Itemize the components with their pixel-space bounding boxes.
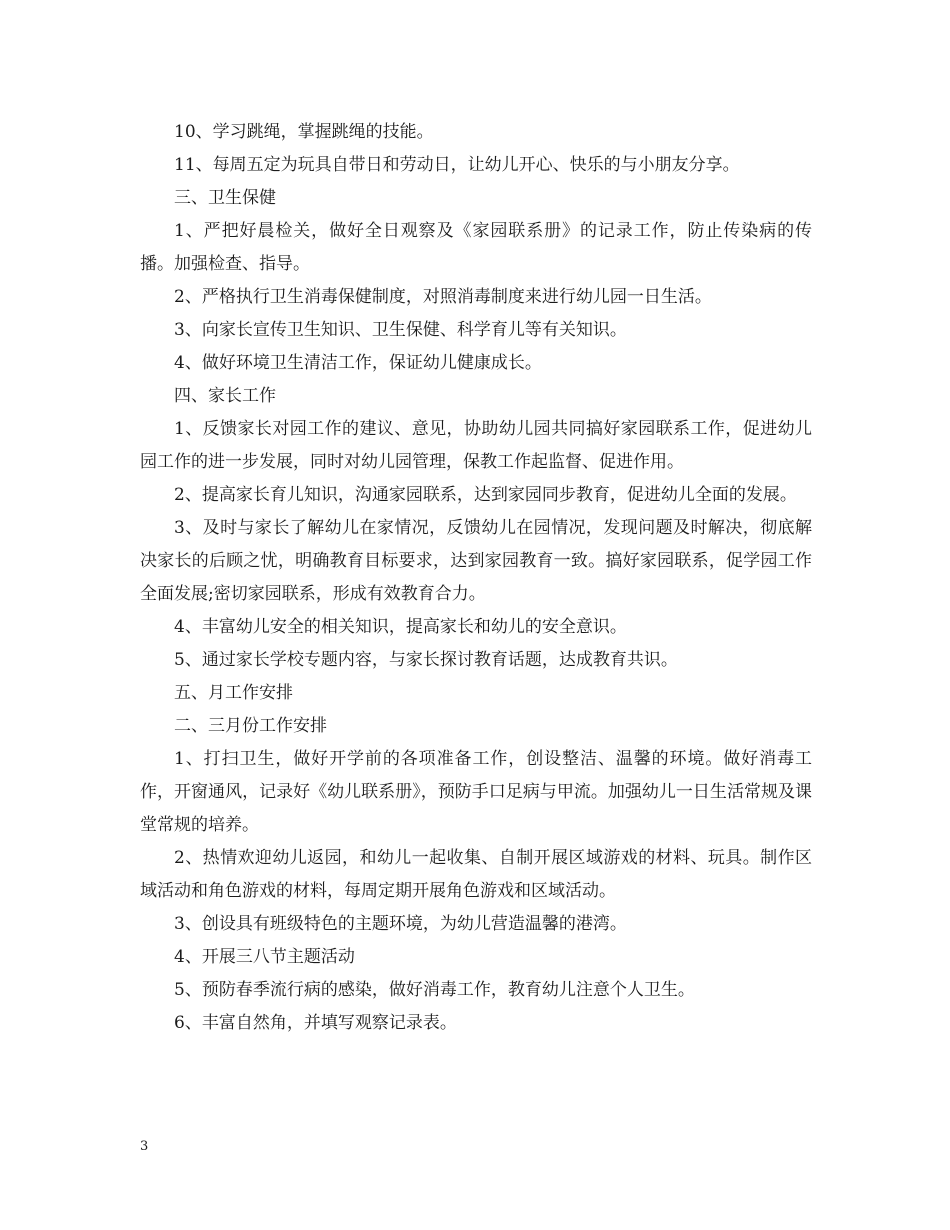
paragraph: 2、热情欢迎幼儿返园，和幼儿一起收集、自制开展区域游戏的材料、玩具。制作区域活动和角色游戏的材料，每周定期开展角色游戏和区域活动。 [140,848,812,901]
paragraph: 6、丰富自然角，并填写观察记录表。 [174,1013,457,1033]
paragraph: 1、严把好晨检关，做好全日观察及《家园联系册》的记录工作，防止传染病的传播。加强检查、指导。 [140,221,812,274]
paragraph: 4、开展三八节主题活动 [174,947,355,967]
paragraph: 4、做好环境卫生清洁工作，保证幼儿健康成长。 [174,353,542,373]
paragraph: 10、学习跳绳，掌握跳绳的技能。 [174,122,434,142]
paragraph: 5、通过家长学校专题内容，与家长探讨教育话题，达成教育共识。 [174,650,678,670]
paragraph: 4、丰富幼儿安全的相关知识，提高家长和幼儿的安全意识。 [174,617,627,637]
section-heading: 二、三月份工作安排 [174,716,327,736]
paragraph: 1、打扫卫生，做好开学前的各项准备工作，创设整洁、温馨的环境。做好消毒工作，开窗通风，记录好《幼儿联系册》，预防手口足病与甲流。加强幼儿一日生活常规及课堂常规的培养。 [140,749,812,835]
paragraph: 3、向家长宣传卫生知识、卫生保健、科学育儿等有关知识。 [174,320,627,340]
section-heading: 四、家长工作 [174,386,276,406]
paragraph: 5、预防春季流行病的感染，做好消毒工作，教育幼儿注意个人卫生。 [174,980,695,1000]
paragraph: 2、提高家长育儿知识，沟通家园联系，达到家园同步教育，促进幼儿全面的发展。 [174,485,797,505]
page-number: 3 [140,1139,149,1154]
paragraph: 11、每周五定为玩具自带日和劳动日，让幼儿开心、快乐的与小朋友分享。 [174,155,740,175]
paragraph: 3、创设具有班级特色的主题环境，为幼儿营造温馨的港湾。 [174,914,627,934]
paragraph: 1、反馈家长对园工作的建议、意见，协助幼儿园共同搞好家园联系工作，促进幼儿园工作的进一步发展，同时对幼儿园管理，保教工作起监督、促进作用。 [140,419,812,472]
section-heading: 三、卫生保健 [174,188,276,208]
section-heading: 五、月工作安排 [174,683,293,703]
paragraph: 2、严格执行卫生消毒保健制度，对照消毒制度来进行幼儿园一日生活。 [174,287,712,307]
document-body [140,116,812,1040]
paragraph: 3、及时与家长了解幼儿在家情况，反馈幼儿在园情况，发现问题及时解决，彻底解决家长的后顾之忧，明确教育目标要求，达到家园教育一致。搞好家园联系，促学园工作全面发展;密切家园联系，形成有效教育合力。 [140,518,812,604]
